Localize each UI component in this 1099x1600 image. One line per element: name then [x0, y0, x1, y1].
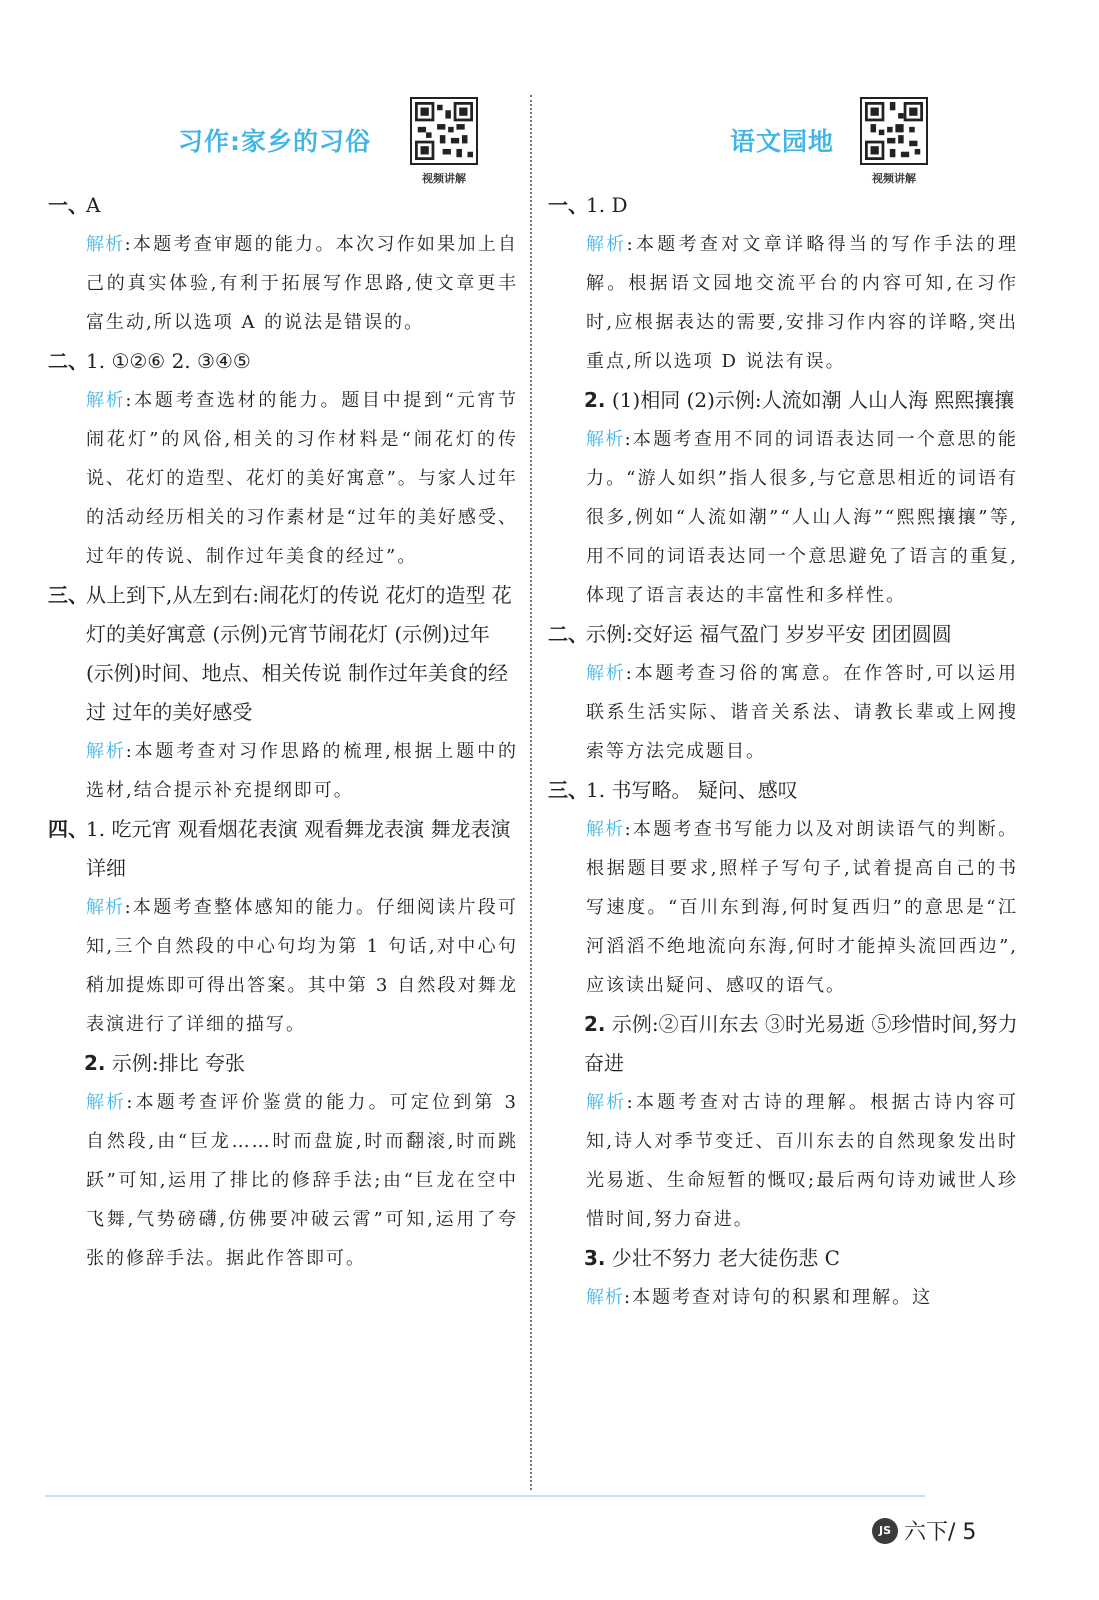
- sub-question: [548, 1005, 1018, 1083]
- section-number: 二、: [48, 349, 88, 373]
- explanation-text: :本题考查对习作思路的梳理,根据上题中的选材,结合提示补充提纲即可。: [86, 741, 518, 801]
- sub-question: [548, 381, 1018, 420]
- analysis-label: 解析: [586, 1092, 627, 1113]
- explanation: [548, 1278, 1018, 1317]
- explanation-text: :本题考查对古诗的理解。根据古诗内容可知,诗人对季节变迁、百川东去的自然现象发出时光易逝、生命短暂的慨叹;最后两句诗劝诫世人珍惜时间,努力奋进。: [586, 1092, 1018, 1230]
- explanation: [548, 654, 1018, 771]
- section-number: 三、: [548, 778, 588, 802]
- left-header: [48, 0, 518, 185]
- explanation: [48, 225, 518, 342]
- answer: 1. 吃元宵 观看烟花表演 观看舞龙表演 舞龙表演 详细: [86, 817, 511, 880]
- column-divider: [530, 95, 532, 1490]
- answer: 示例:②百川东去 ③时光易逝 ⑤珍惜时间,努力奋进: [584, 1012, 1018, 1075]
- right-header: [548, 0, 1018, 185]
- section-number: 一、: [48, 193, 88, 217]
- explanation-text: :本题考查用不同的词语表达同一个意思的能力。“游人如织”指人很多,与它意思相近的词语有很多,例如“人流如潮”“人山人海”“熙熙攘攘”等,用不同的词语表达同一个意思避免了语言的重复,体现了语言表达的丰富性和多样性。: [586, 429, 1019, 606]
- sub-number: 3.: [584, 1246, 606, 1270]
- explanation: [48, 888, 518, 1044]
- qr-code-icon[interactable]: [860, 97, 928, 165]
- section-number: 四、: [48, 817, 88, 841]
- left-section-title: 习作:家乡的习俗: [178, 127, 371, 156]
- section-2: [548, 615, 1018, 654]
- section-number: 一、: [548, 193, 588, 217]
- explanation-text: :本题考查整体感知的能力。仔细阅读片段可知,三个自然段的中心句均为第 1 句话,对中心句稍加提炼即可得出答案。其中第 3 自然段对舞龙表演进行了详细的描写。: [86, 897, 519, 1035]
- analysis-label: 解析: [86, 1092, 127, 1113]
- left-column: [48, 0, 518, 1500]
- sub-question: [48, 1044, 518, 1083]
- analysis-label: 解析: [586, 663, 626, 684]
- explanation: [548, 225, 1018, 381]
- analysis-label: 解析: [86, 234, 125, 255]
- sub-number: 2.: [584, 388, 606, 412]
- analysis-label: 解析: [86, 897, 125, 918]
- analysis-label: 解析: [586, 429, 625, 450]
- right-content: [548, 186, 1018, 1317]
- explanation: [48, 1083, 518, 1278]
- analysis-label: 解析: [586, 234, 627, 255]
- section-2: [48, 342, 518, 381]
- explanation-text: :本题考查审题的能力。本次习作如果加上自己的真实体验,有利于拓展写作思路,使文章更丰富生动,所以选项 A 的说法是错误的。: [86, 234, 519, 333]
- analysis-label: 解析: [86, 390, 126, 411]
- answer: 1. D: [586, 193, 628, 217]
- explanation: [548, 1083, 1018, 1239]
- explanation-text: :本题考查评价鉴赏的能力。可定位到第 3 自然段,由“巨龙……时而盘旋,时而翻滚,时而跳跃”可知,运用了排比的修辞手法;由“巨龙在空中飞舞,气势磅礴,仿佛要冲破云霄”可知,运用了夸张的修辞手法。据此作答即可。: [86, 1092, 518, 1269]
- right-column: [548, 0, 1018, 1500]
- answer: A: [86, 193, 101, 217]
- explanation: [48, 381, 518, 576]
- answer: 1. 书写略。 疑问、感叹: [586, 778, 798, 802]
- section-3: [48, 576, 518, 732]
- explanation: [548, 420, 1018, 615]
- section-1: [48, 186, 518, 225]
- explanation-text: :本题考查对文章详略得当的写作手法的理解。根据语文园地交流平台的内容可知,在习作时,应根据表达的需要,安排习作内容的详略,突出重点,所以选项 D 说法有误。: [586, 234, 1018, 372]
- analysis-label: 解析: [86, 741, 126, 762]
- analysis-label: 解析: [586, 1287, 624, 1308]
- section-4: [48, 810, 518, 888]
- section-number: 二、: [548, 622, 588, 646]
- answer: (1)相同 (2)示例:人流如潮 人山人海 熙熙攘攘: [611, 388, 1015, 412]
- page-footer: [872, 1515, 976, 1546]
- explanation: [548, 810, 1018, 1005]
- qr-pattern: [865, 102, 923, 160]
- right-section-title: 语文园地: [730, 127, 835, 156]
- qr-code-icon[interactable]: [410, 97, 478, 165]
- section-3: [548, 771, 1018, 810]
- explanation-text: :本题考查对诗句的积累和理解。这: [624, 1287, 933, 1308]
- qr-caption: 视频讲解: [872, 172, 916, 185]
- analysis-label: 解析: [586, 819, 625, 840]
- answer: 示例:交好运 福气盈门 岁岁平安 团团圆圆: [586, 622, 952, 646]
- section-number: 三、: [48, 583, 88, 607]
- answer: 从上到下,从左到右:闹花灯的传说 花灯的造型 花灯的美好寓意 (示例)元宵节闹花灯 (示例)过年 (示例)时间、地点、相关传说 制作过年美食的经过 过年的美好感受: [86, 583, 512, 724]
- explanation-text: :本题考查书写能力以及对朗读语气的判断。根据题目要求,照样子写句子,试着提高自己的书写速度。“百川东到海,何时复西归”的意思是“江河滔滔不绝地流向东海,何时才能掉头流回西边”,应该读出疑问、感叹的语气。: [586, 819, 1019, 996]
- sub-number: 2.: [84, 1051, 106, 1075]
- left-content: [48, 186, 518, 1278]
- footer-rule: [45, 1495, 925, 1497]
- answer: 示例:排比 夸张: [111, 1051, 245, 1075]
- answer: 1. ①②⑥ 2. ③④⑤: [86, 349, 251, 373]
- qr-caption: 视频讲解: [422, 172, 466, 185]
- explanation: [48, 732, 518, 810]
- sub-question: [548, 1239, 1018, 1278]
- answer: 少壮不努力 老大徒伤悲 C: [611, 1246, 840, 1270]
- js-badge-icon: JS: [872, 1518, 898, 1544]
- page-number: 六下/ 5: [904, 1520, 977, 1545]
- explanation-text: :本题考查选材的能力。题目中提到“元宵节闹花灯”的风俗,相关的习作材料是“闹花灯的传说、花灯的造型、花灯的美好寓意”。与家人过年的活动经历相关的习作素材是“过年的美好感受、过年的传说、制作过年美食的经过”。: [86, 390, 519, 567]
- qr-pattern: [415, 102, 473, 160]
- explanation-text: :本题考查习俗的寓意。在作答时,可以运用联系生活实际、谐音关系法、请教长辈或上网搜索等方法完成题目。: [586, 663, 1018, 762]
- section-1: [548, 186, 1018, 225]
- sub-number: 2.: [584, 1012, 606, 1036]
